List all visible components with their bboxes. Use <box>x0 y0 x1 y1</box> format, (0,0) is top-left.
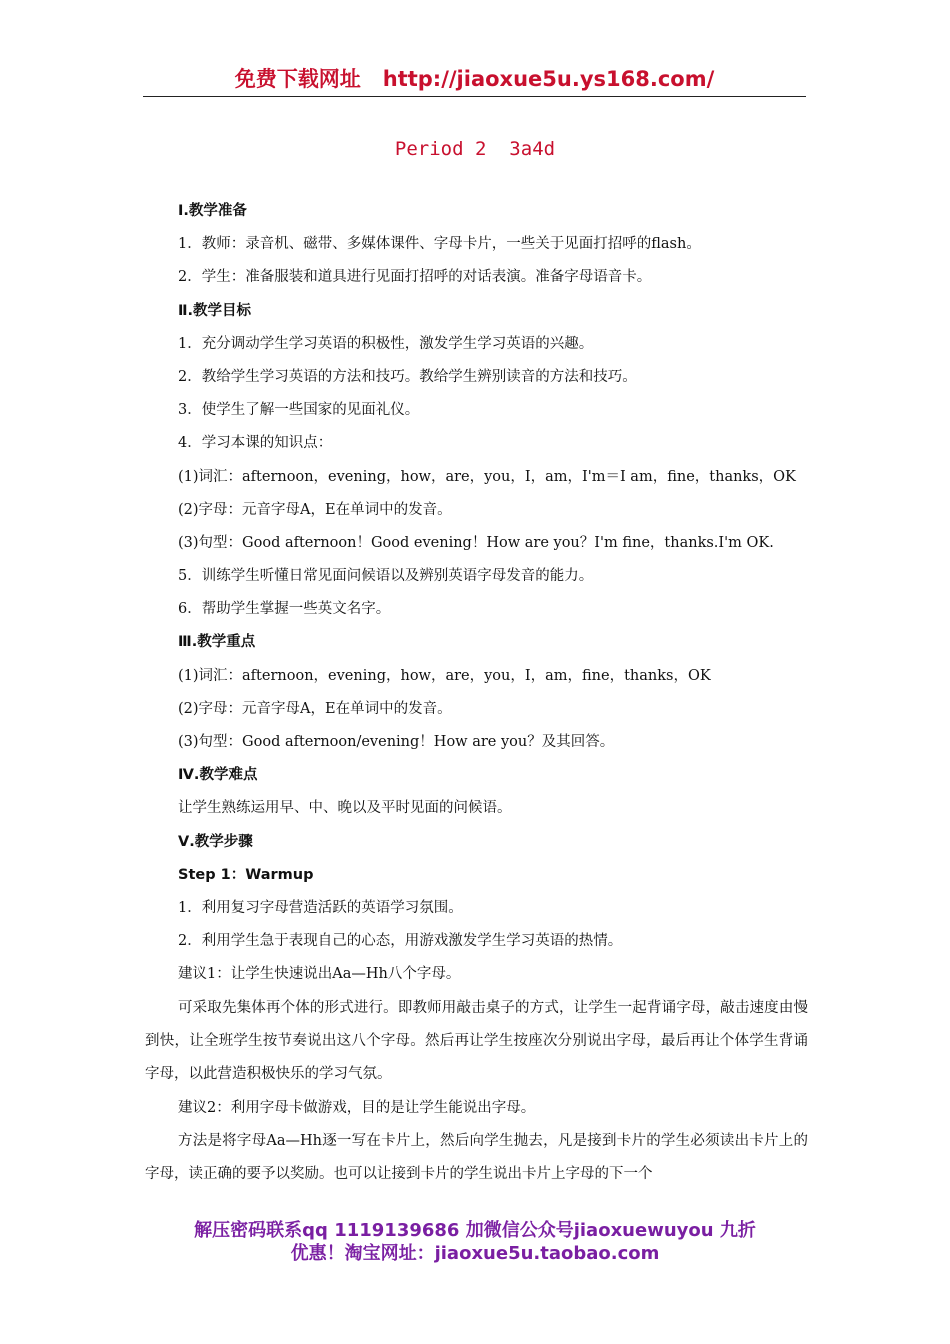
list-item: (3)句型：Good afternoon/evening！How are you？及其回答。 <box>178 734 615 750</box>
page-header <box>143 62 806 97</box>
list-item: 2．教给学生学习英语的方法和技巧。教给学生辨别读音的方法和技巧。 <box>178 368 637 385</box>
suggestion-1: 建议1：让学生快速说出Aa—Hh八个字母。 <box>178 966 461 983</box>
section-heading-objectives: Ⅱ.教学目标 <box>178 302 252 319</box>
section-heading-preparation: Ⅰ.教学准备 <box>178 203 247 219</box>
page-footer <box>0 1219 950 1265</box>
list-item: (1)词汇：afternoon，evening，how，are，you，I，am，fine，thanks，OK <box>178 667 711 684</box>
list-item: 5．训练学生听懂日常见面问候语以及辨别英语字母发音的能力。 <box>178 568 594 585</box>
list-item: (2)字母：元音字母A，E在单词中的发音。 <box>178 501 452 518</box>
list-item: (2)字母：元音字母A，E在单词中的发音。 <box>178 700 452 717</box>
paragraph-method-1: 可采取先集体再个体的形式进行。即教师用敲击桌子的方式，让学生一起背诵字母，敲击速度由慢到快，让全班学生按节奏说出这八个字母。然后再让学生按座次分别说出字母，最后再让个体学生背诵字母，以此营造积极快乐的学习气氛。 <box>145 1000 808 1083</box>
list-item: 1．利用复习字母营造活跃的英语学习氛围。 <box>178 899 463 916</box>
footer-line-2: 优惠！淘宝网址：jiaoxue5u.taobao.com <box>290 1243 660 1264</box>
list-item: 6．帮助学生掌握一些英文名字。 <box>178 601 391 618</box>
list-item: 4．学习本课的知识点： <box>178 435 333 452</box>
suggestion-2: 建议2：利用字母卡做游戏，目的是让学生能说出字母。 <box>178 1100 536 1116</box>
step-heading: Step 1：Warmup <box>178 866 314 883</box>
footer-line-1: 解压密码联系qq 1119139686 加微信公众号jiaoxuewuyou 九折 <box>194 1220 756 1241</box>
section-heading-key-points: Ⅲ.教学重点 <box>178 634 256 651</box>
header-url-link[interactable]: http://jiaoxue5u.ys168.com/ <box>382 67 715 91</box>
section-heading-steps: Ⅴ.教学步骤 <box>178 833 253 850</box>
list-item: (3)句型：Good afternoon！Good evening！How are you？I'm fine，thanks.I'm OK. <box>178 534 774 551</box>
list-item: 让学生熟练运用早、中、晚以及平时见面的问候语。 <box>178 800 512 817</box>
section-heading-difficulties: Ⅳ.教学难点 <box>178 767 258 784</box>
list-item: 2．学生：准备服装和道具进行见面打招呼的对话表演。准备字母语音卡。 <box>178 269 652 286</box>
header-label: 免费下载网址 <box>234 67 361 91</box>
list-item: 2．利用学生急于表现自己的心态，用游戏激发学生学习英语的热情。 <box>178 933 623 950</box>
list-item: (1)词汇：afternoon，evening，how，are，you，I，am，I'm＝I am，fine，thanks，OK <box>178 468 796 485</box>
document-body <box>178 195 808 992</box>
list-item: 1．充分调动学生学习英语的积极性，激发学生学习英语的兴趣。 <box>178 335 594 352</box>
list-item: 1．教师：录音机、磁带、多媒体课件、字母卡片，一些关于见面打招呼的flash。 <box>178 236 701 253</box>
page-title: Period 2 3a4d <box>394 138 556 160</box>
paragraph-method-2: 方法是将字母Aa—Hh逐一写在卡片上，然后向学生抛去，凡是接到卡片的学生必须读出卡片上的字母，读正确的要予以奖励。也可以让接到卡片的学生说出卡片上字母的下一个 <box>145 1133 808 1183</box>
list-item: 3．使学生了解一些国家的见面礼仪。 <box>178 402 420 419</box>
